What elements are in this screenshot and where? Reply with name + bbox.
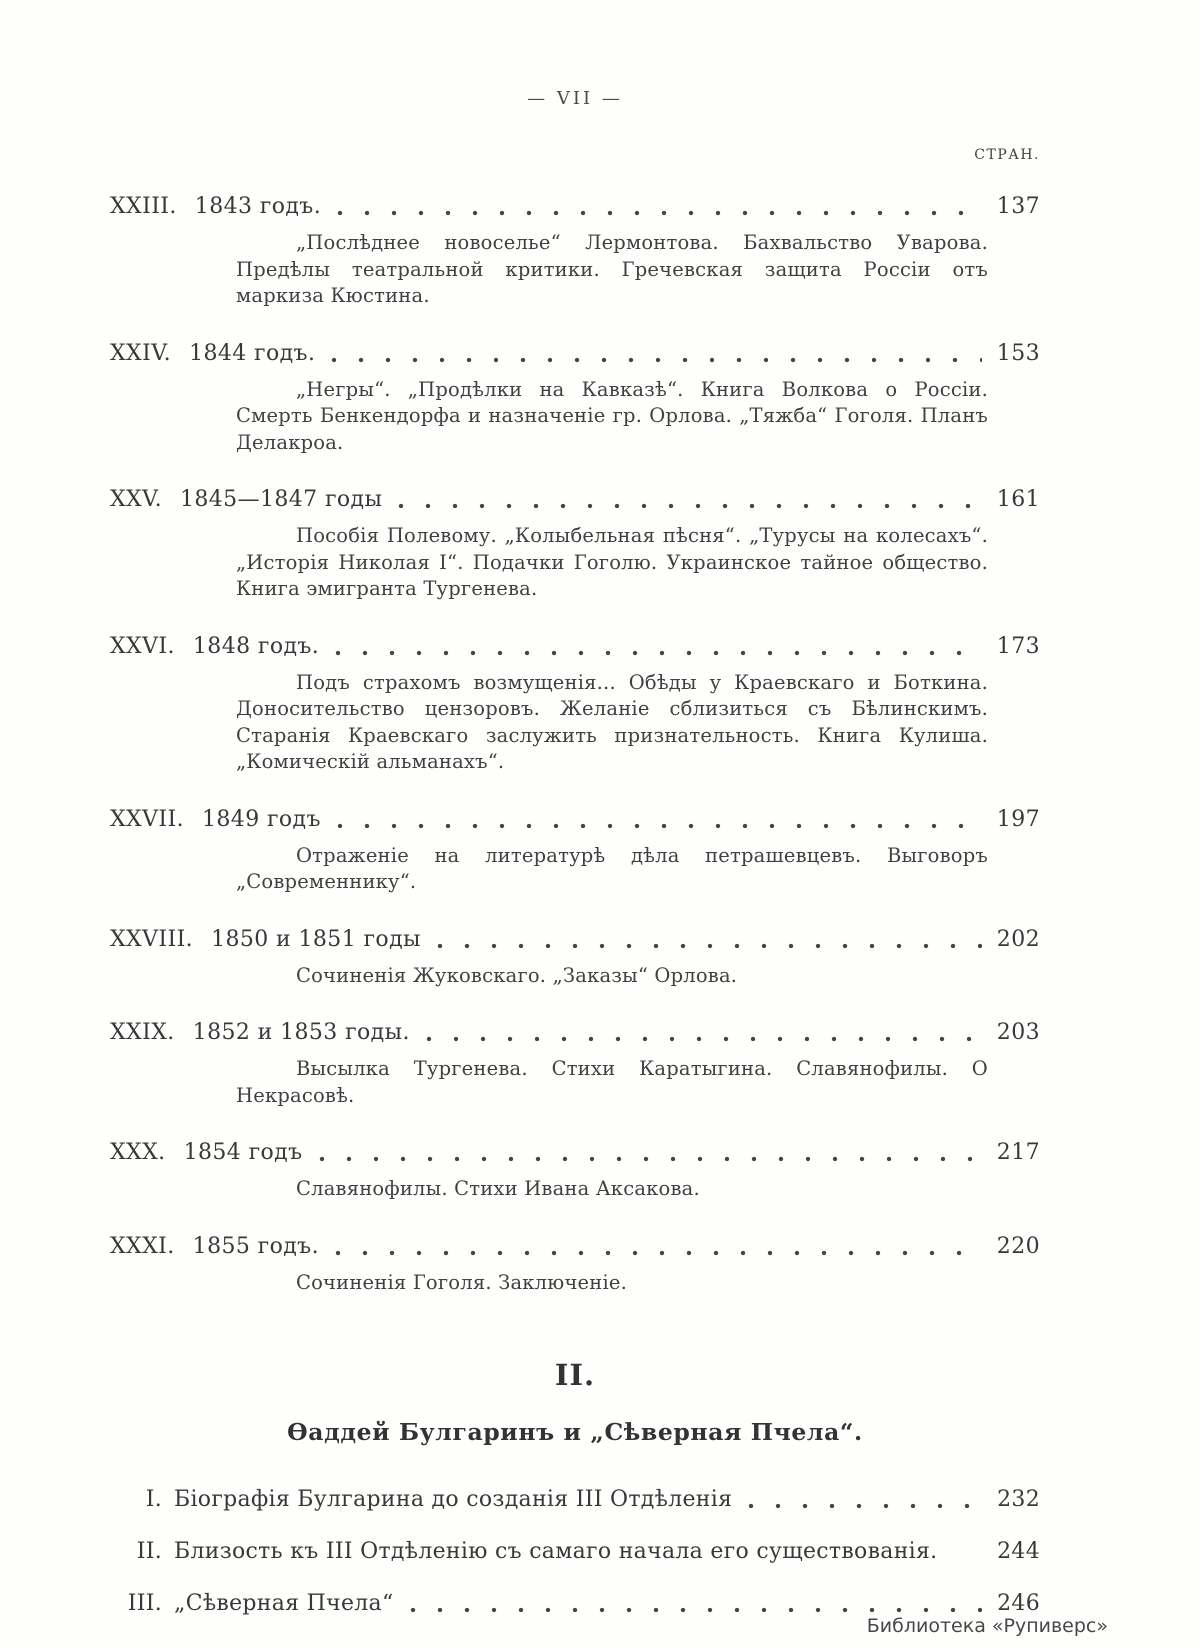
toc-entry-heading [110, 633, 1040, 661]
entry-title: 1854 годъ [183, 1140, 303, 1165]
dot-leader [337, 823, 982, 829]
toc-entry [110, 926, 1040, 990]
toc-entry-heading [110, 1139, 1040, 1167]
dot-leader [426, 1036, 982, 1042]
toc-entry [110, 340, 1040, 457]
section-entry [110, 1590, 1040, 1618]
section-entry-list [110, 1486, 1040, 1618]
entry-title: 1848 годъ. [192, 633, 320, 659]
entry-title: Близость къ III Отдѣленію съ самаго начала его существованія. [174, 1539, 938, 1564]
page-number-header: — VII — [527, 88, 623, 109]
entry-numeral: III. [127, 1591, 162, 1616]
entry-title: „Сѣверная Пчела“ [174, 1591, 394, 1616]
entry-description: Отраженіе на литературѣ дѣла петрашевцевъ. Выговоръ „Современнику“. [236, 843, 988, 893]
entry-description: „Негры“. „Продѣлки на Кавказѣ“. Книга Волкова о Россіи. Смерть Бенкендорфа и назначеніе гр. Орлова. „Тяжба“ Гоголя. Планъ Делакроа. [236, 377, 988, 454]
toc-entry-heading [110, 193, 1040, 221]
entry-numeral: XXXI. [110, 1233, 175, 1259]
toc-entry [110, 1019, 1040, 1109]
entry-numeral: XXX. [110, 1140, 166, 1165]
dot-leader [337, 210, 982, 216]
entry-title: 1843 годъ. [194, 194, 322, 219]
library-watermark: Библиотека «Рупиверс» [866, 1615, 1108, 1637]
entry-title: 1852 и 1853 годы. [192, 1020, 410, 1045]
entry-title: 1855 годъ. [192, 1233, 319, 1259]
toc-entry [110, 806, 1040, 896]
section-two [110, 1358, 1040, 1618]
toc-entry [110, 1233, 1040, 1297]
entry-title: 1850 и 1851 годы [211, 926, 421, 952]
entry-page-number: 232 [997, 1487, 1040, 1512]
entry-numeral: XXVI. [110, 633, 175, 659]
entry-page-number: 153 [996, 340, 1040, 366]
toc-entry [110, 193, 1040, 310]
entry-numeral: XXVIII. [110, 926, 194, 952]
entry-page-number: 244 [997, 1539, 1040, 1564]
entry-page-number: 173 [996, 633, 1040, 659]
entry-page-number: 203 [996, 1020, 1040, 1045]
toc-entry-heading [110, 1233, 1040, 1261]
section-entry [110, 1486, 1040, 1514]
entry-title: 1849 годъ [202, 806, 321, 832]
entry-page-number: 197 [996, 806, 1040, 832]
entry-page-number: 137 [996, 194, 1040, 219]
pages-column-header: СТРАН. [974, 147, 1040, 163]
entry-title: Біографія Булгарина до созданія III Отдѣленія [174, 1487, 733, 1512]
entry-description: Сочиненія Жуковскаго. „Заказы“ Орлова. [296, 963, 738, 987]
entry-page-number: 220 [996, 1233, 1040, 1259]
dot-leader [319, 1156, 983, 1162]
entry-page-number: 217 [996, 1140, 1040, 1165]
entry-numeral: XXVII. [110, 806, 184, 832]
entry-description: Высылка Тургенева. Стихи Каратыгина. Славянофилы. О Некрасовѣ. [236, 1057, 988, 1107]
dot-leader [398, 503, 982, 509]
toc-entry-heading [110, 926, 1040, 954]
entry-page-number: 161 [996, 487, 1040, 512]
entry-numeral: XXIII. [110, 194, 177, 219]
entry-description: Сочиненія Гоголя. Заключеніе. [296, 1270, 628, 1294]
toc-entry [110, 1139, 1040, 1203]
toc-entry-heading [110, 340, 1040, 368]
entry-numeral: II. [136, 1539, 162, 1564]
entry-description: Славянофилы. Стихи Ивана Аксакова. [296, 1177, 700, 1200]
dot-leader [335, 1250, 982, 1256]
entry-numeral: XXIX. [110, 1020, 175, 1045]
dot-leader [410, 1607, 982, 1613]
entry-page-number: 246 [997, 1591, 1040, 1616]
toc-entry-heading [110, 1019, 1040, 1047]
section-number: II. [554, 1358, 596, 1392]
entry-numeral: XXIV. [110, 340, 172, 366]
section-title: Ѳаддей Булгаринъ и „Сѣверная Пчела“. [287, 1418, 863, 1446]
dot-leader [437, 943, 982, 949]
entry-numeral: I. [145, 1487, 162, 1512]
toc-entry [110, 486, 1040, 603]
entry-title: 1845—1847 годы [179, 487, 383, 512]
entry-description: Подъ страхомъ возмущенія... Обѣды у Краевскаго и Боткина. Доносительство цензоровъ. Желаніе сблизиться съ Бѣлинскимъ. Старанія Краевскаго заслужить признательность. Книга Кулиша. „Комическій альманахъ“. [236, 670, 988, 773]
toc-entry-heading [110, 806, 1040, 834]
section-entry [110, 1538, 1040, 1566]
entry-numeral: XXV. [110, 487, 162, 512]
dot-leader [335, 650, 982, 656]
entry-description: Пособія Полевому. „Колыбельная пѣсня“. „Турусы на колесахъ“. „Исторія Николая I“. Подачки Гоголю. Украинское тайное общество. Книга эмигранта Тургенева. [236, 524, 988, 600]
dot-leader [331, 357, 982, 363]
dot-leader [748, 1503, 982, 1509]
toc-entry [110, 633, 1040, 776]
entry-page-number: 202 [996, 926, 1040, 952]
entry-description: „Послѣднее новоселье“ Лермонтова. Бахвальство Уварова. Предѣлы театральной критики. Гречевская защита Россіи отъ маркиза Кюстина. [236, 231, 988, 307]
entry-title: 1844 годъ. [189, 340, 316, 366]
row-spacer [937, 1538, 996, 1566]
toc-entry-heading [110, 486, 1040, 514]
